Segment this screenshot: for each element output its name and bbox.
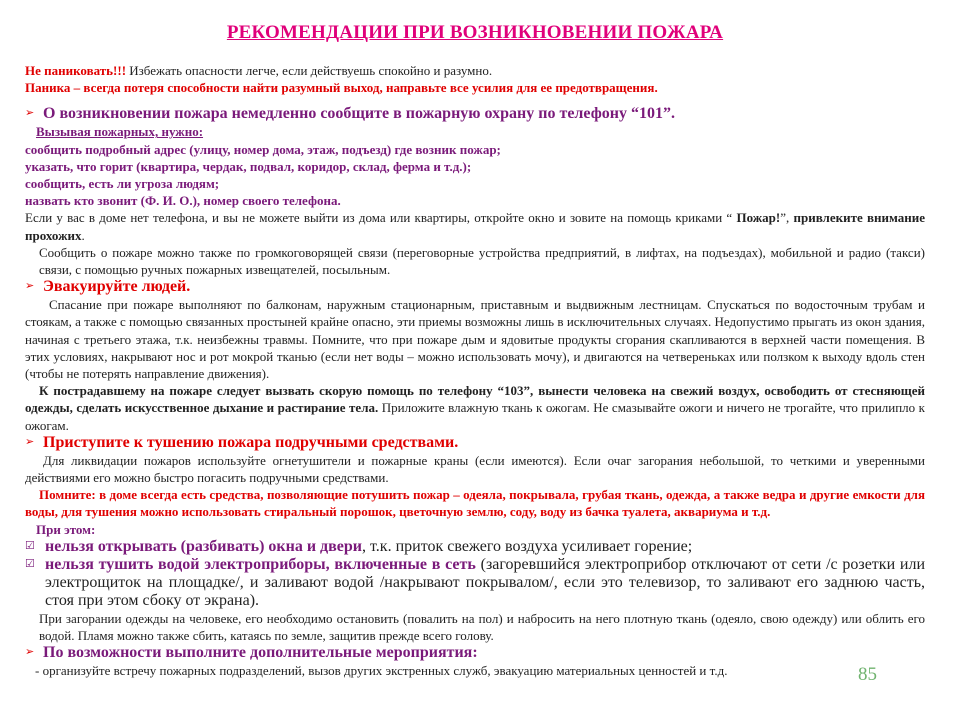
also-heading: При этом: — [36, 521, 96, 537]
victim-paragraph: К пострадавшему на пожаре следует вызвать скорую помощь по телефону “103”, вынести человека на свежий воздух, освободить от стесняющей одежды, сделать искусственное дыхание и растирание тела. Приложите влажную ткань к ожогам. Не смазывайте ожоги и ничего не трогайте, что прилипло к ожогам. — [25, 383, 925, 433]
arrow-bullet-icon: ➢ — [25, 107, 35, 120]
intro-line-1 — [25, 62, 925, 79]
intro-line-2: Паника – всегда потеря способности найти разумный выход, направьте все усилия для ее предотвращения. — [25, 80, 658, 96]
loudspeaker-paragraph: Сообщить о пожаре можно также по громкоговорящей связи (переговорные устройства предприятий, в лифтах, на подъездах), мобильной и радио (такси) связи, с помощью ручных пожарных извещателей, посыльным. — [39, 244, 925, 278]
calling-heading: Вызывая пожарных, нужно: — [36, 124, 204, 140]
bullet-call-fire-text: О возникновении пожара немедленно сообщите в пожарную охрану по телефону “101”. — [43, 105, 675, 123]
bullet-extinguish-text: Приступите к тушению пожара подручными средствами. — [43, 433, 459, 451]
bullet-additional — [25, 644, 925, 662]
document-page — [25, 22, 925, 679]
call-item: указать, что горит (квартира, чердак, подвал, коридор, склад, ферма и т.д.); — [25, 158, 472, 174]
checkbox-bullet-icon: ☑ — [25, 539, 35, 552]
checkbox-bullet-icon: ☑ — [25, 557, 35, 570]
remember-paragraph: Помните: в доме всегда есть средства, позволяющие потушить пожар – одеяла, покрывала, грубая ткань, одежда, а также ведра и другие емкости для воды, для тушения можно использовать стиральный порошок, цветочную землю, соду, воду из бачка туалета, аквариума и т.д. — [25, 487, 925, 520]
intro-warning: Не паниковать!!! — [25, 63, 127, 78]
call-item: сообщить подробный адрес (улицу, номер дома, этаж, подъезд) где возник пожар; — [25, 141, 501, 157]
arrow-bullet-icon: ➢ — [25, 280, 35, 293]
bullet-extinguish — [25, 434, 925, 452]
bullet-evacuate — [25, 278, 925, 296]
intro-text: Избежать опасности легче, если действуешь спокойно и разумно. — [126, 63, 493, 78]
clothes-paragraph: При загорании одежды на человеке, его необходимо остановить (повалить на пол) и набросить на него плотную ткань (одеяло, свою одежду) или облить его водой. Пламя можно также сбить, катаясь по земле, защитив прежде всего голову. — [39, 610, 925, 644]
bullet-additional-text: По возможности выполните дополнительные мероприятия: — [43, 644, 478, 662]
no-phone-paragraph: Если у вас в доме нет телефона, и вы не можете выйти из дома или квартиры, откройте окно и зовите на помощь криками “ Пожар!”, привлеките внимание прохожих. — [25, 210, 926, 243]
rescue-paragraph: Спасание при пожаре выполняют по балконам, наружным стационарным, приставным и выдвижным лестницам. Спускаться по водосточным трубам и стоякам, а также с помощью связанных простыней крайне опасно, эти приемы возможны лишь в исключительных случаях. Недопустимо прыгать из окон здания, начиная с третьего этажа, т.к. неизбежны травмы. Помните, что при пожаре дым и ядовитые продукты сгорания скапливаются в верхней части помещения. В этих условиях, накрывают нос и рот мокрой тканью (если нет воды – можно использовать мочу), и двигаются на четвереньках или ползком к выходу вдоль стен (чтобы не потерять направление движения). — [25, 297, 925, 382]
arrow-bullet-icon: ➢ — [25, 646, 35, 659]
page-title: РЕКОМЕНДАЦИИ ПРИ ВОЗНИКНОВЕНИИ ПОЖАРА — [226, 22, 724, 43]
extinguish-paragraph: Для ликвидации пожаров используйте огнетушители и пожарные краны (если имеются). Если очаг загорания небольшой, то четкими и уверенными действиями его можно быстро погасить подручными средствами. — [25, 452, 925, 486]
call-item: сообщить, есть ли угроза людям; — [25, 176, 220, 192]
page-number: 85 — [858, 664, 877, 685]
caution-item: ☑ нельзя открывать (разбивать) окна и двери, т.к. приток свежего воздуха усиливает горение; — [25, 537, 693, 555]
arrow-bullet-icon: ➢ — [25, 435, 35, 448]
call-item: назвать кто звонит (Ф. И. О.), номер своего телефона. — [25, 193, 341, 209]
bullet-call-fire — [25, 105, 925, 123]
caution-item: ☑ нельзя тушить водой электроприборы, включенные в сеть (загоревшийся электроприбор отключают от сети /с розетки или электрощиток на площадке/, и заливают водой /накрывают покрывалом/, если это телевизор, то заливают его заднюю часть, стоя при этом сбоку от экрана). — [25, 555, 926, 609]
bullet-evacuate-text: Эвакуируйте людей. — [43, 278, 191, 296]
additional-item: - организуйте встречу пожарных подразделений, вызов других экстренных служб, эвакуацию материальных ценностей и т.д. — [35, 663, 728, 679]
